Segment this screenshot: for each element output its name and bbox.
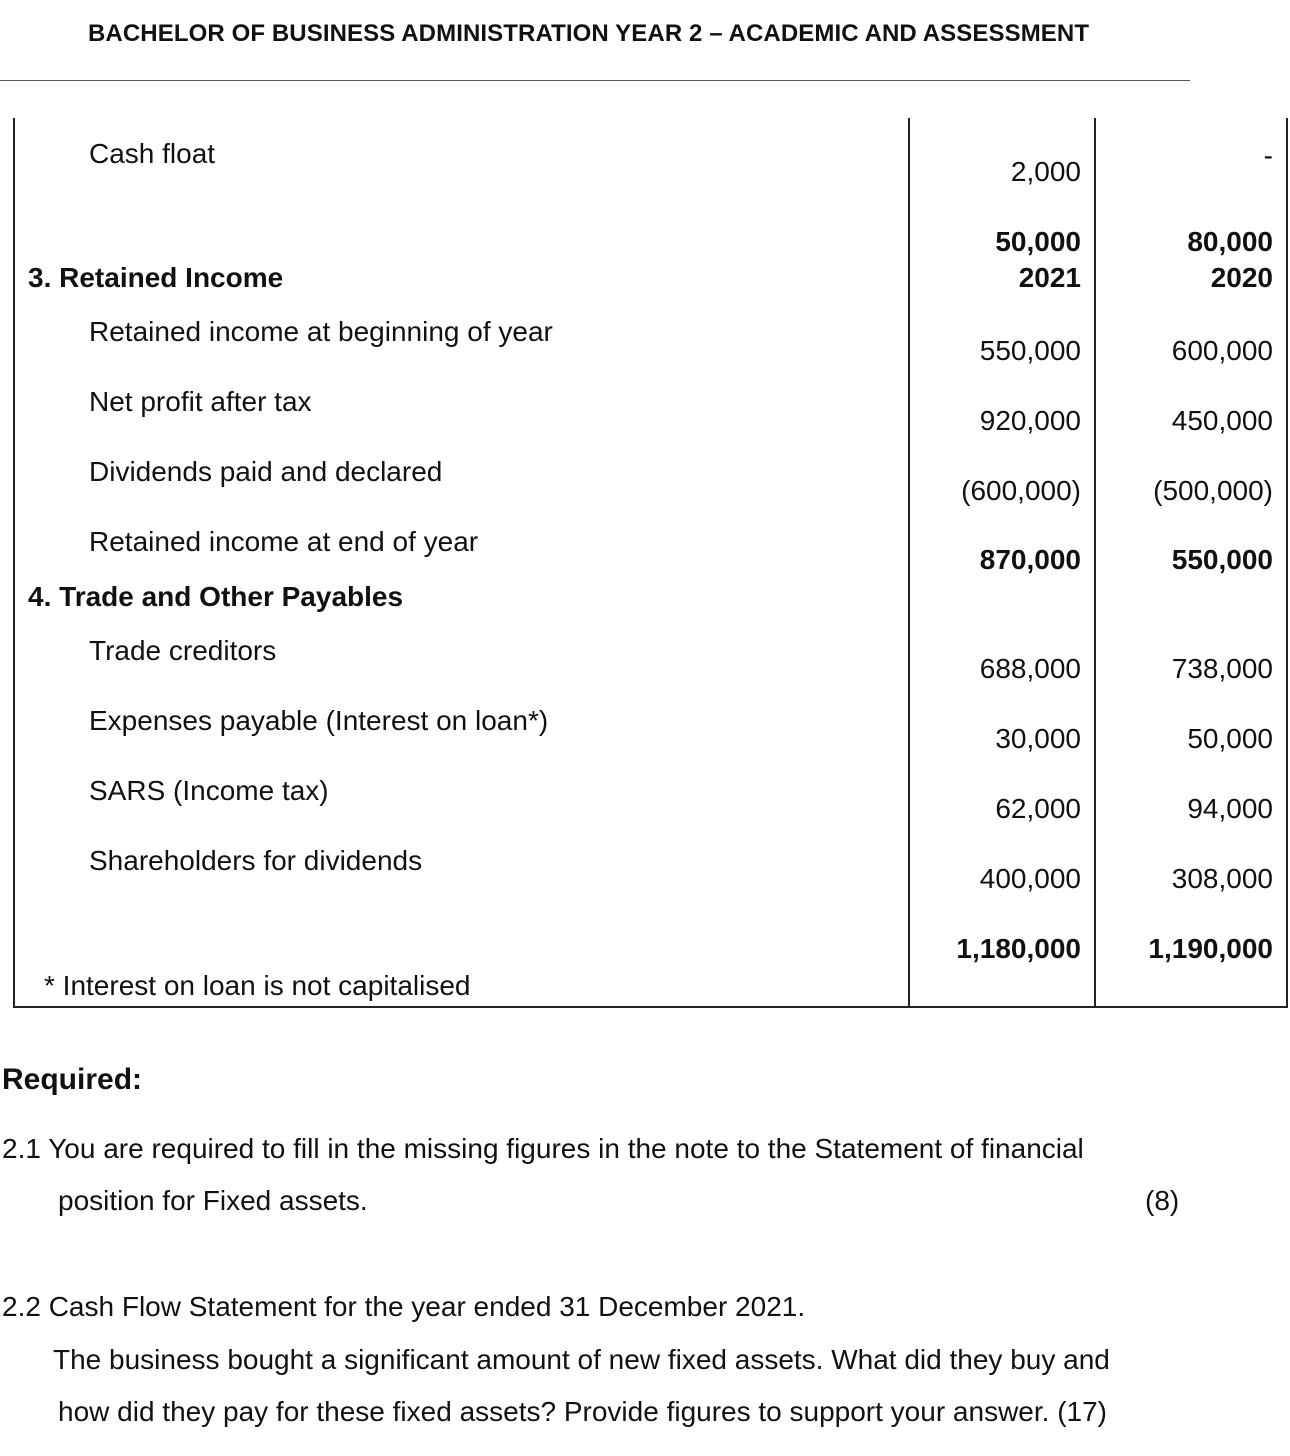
- question-2-2-line2: The business bought a significant amount of new fixed assets. What did they buy and: [53, 1344, 1110, 1375]
- retained-row-label: Retained income at beginning of year: [89, 316, 553, 347]
- retained-row-2021: 870,000: [979, 544, 1081, 575]
- payables-row-2020: 738,000: [1171, 653, 1273, 684]
- cash-float-label: Cash float: [89, 138, 216, 169]
- payables-row-2020: 50,000: [1187, 723, 1273, 754]
- retained-row-label: Net profit after tax: [89, 386, 312, 417]
- question-2-1-line1: 2.1 You are required to fill in the missing figures in the note to the Statement of financial: [2, 1133, 1084, 1164]
- cash-float-2020: -: [1263, 140, 1273, 171]
- retained-row-2021: 920,000: [979, 405, 1081, 436]
- retained-row-label: Dividends paid and declared: [89, 456, 443, 487]
- retained-row-2021: 550,000: [979, 335, 1081, 366]
- payables-row-2021: 30,000: [995, 723, 1081, 754]
- page-title: BACHELOR OF BUSINESS ADMINISTRATION YEAR 2 – ACADEMIC AND ASSESSMENT: [88, 20, 1090, 47]
- table-column-divider-1: [908, 118, 910, 1008]
- payables-heading: 4. Trade and Other Payables: [28, 581, 404, 612]
- retained-row-2020: 450,000: [1171, 405, 1273, 436]
- retained-row-2020: 600,000: [1171, 335, 1273, 366]
- total-2021: 50,000: [995, 226, 1081, 257]
- payables-total-2021: 1,180,000: [956, 933, 1081, 964]
- retained-row-label: Retained income at end of year: [89, 526, 479, 557]
- year-2020-label: 2020: [1210, 262, 1273, 293]
- payables-total-2020: 1,190,000: [1148, 933, 1273, 964]
- table-footnote: * Interest on loan is not capitalised: [44, 970, 471, 1001]
- question-2-2-line1: 2.2 Cash Flow Statement for the year ended 31 December 2021.: [2, 1291, 806, 1322]
- payables-row-label: Expenses payable (Interest on loan*): [89, 705, 549, 736]
- payables-row-2020: 94,000: [1187, 793, 1273, 824]
- table-left-border: [13, 118, 15, 1008]
- required-heading: Required:: [2, 1063, 143, 1096]
- payables-row-2021: 688,000: [979, 653, 1081, 684]
- retained-row-2021: (600,000): [961, 475, 1081, 506]
- retained-row-2020: 550,000: [1171, 544, 1273, 575]
- table-bottom-border: [13, 1006, 1288, 1008]
- table-column-divider-2: [1094, 118, 1096, 1008]
- retained-income-heading: 3. Retained Income: [28, 262, 284, 293]
- payables-row-label: Trade creditors: [89, 635, 277, 666]
- table-right-border: [1286, 118, 1288, 1008]
- question-2-1-marks: (8): [1145, 1185, 1180, 1216]
- year-2021-label: 2021: [1018, 262, 1081, 293]
- payables-row-label: SARS (Income tax): [89, 775, 329, 806]
- question-2-1-line2: position for Fixed assets.: [58, 1185, 368, 1216]
- question-2-2-line3: how did they pay for these fixed assets? Provide figures to support your answer. (17): [58, 1396, 1108, 1427]
- total-2020: 80,000: [1187, 226, 1273, 257]
- header-divider: [0, 80, 1190, 81]
- payables-row-label: Shareholders for dividends: [89, 845, 423, 876]
- payables-row-2020: 308,000: [1171, 863, 1273, 894]
- cash-float-2021: 2,000: [1010, 156, 1081, 187]
- retained-row-2020: (500,000): [1153, 475, 1273, 506]
- payables-row-2021: 400,000: [979, 863, 1081, 894]
- payables-row-2021: 62,000: [995, 793, 1081, 824]
